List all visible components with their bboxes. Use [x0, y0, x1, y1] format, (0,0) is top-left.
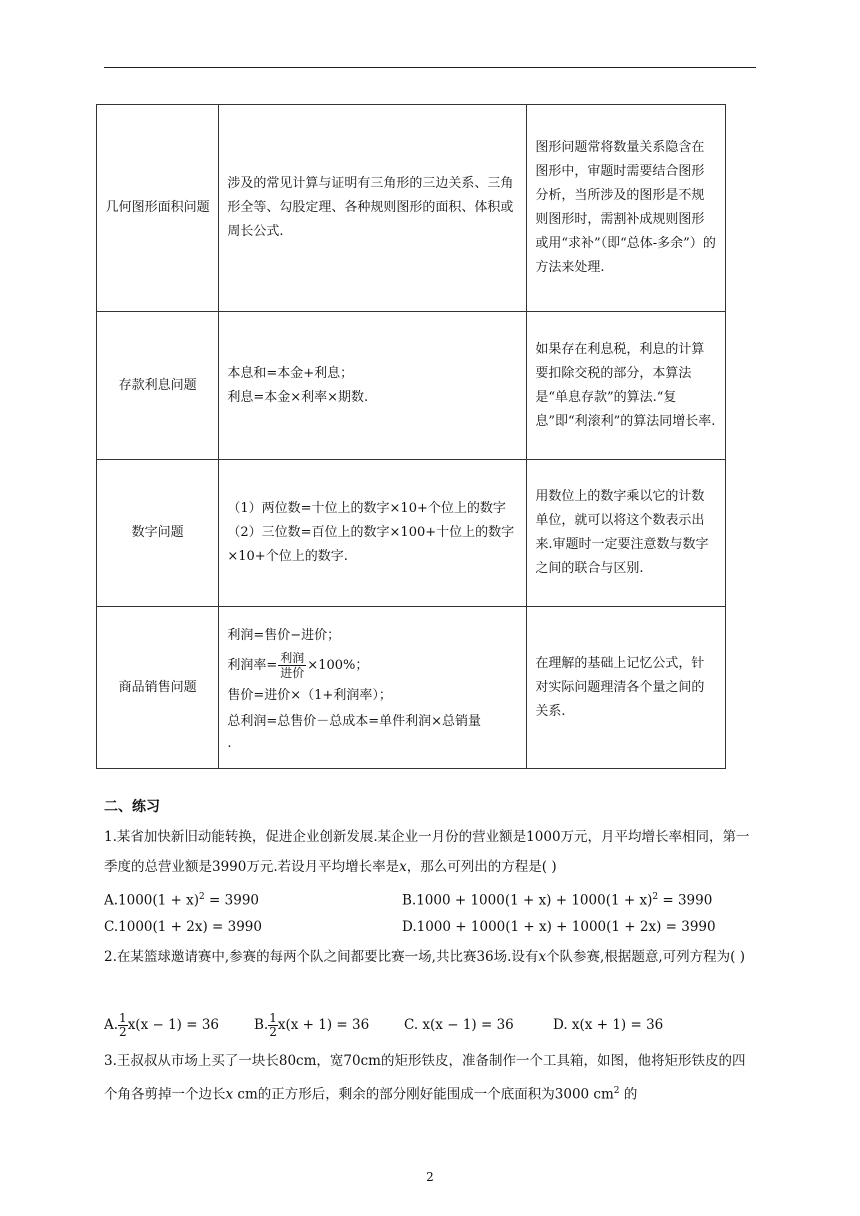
table-row	[97, 460, 726, 607]
question-text: 1.某省加快新旧动能转换，促进企业创新发展.某企业一月份的营业额是1000万元，月平均增长率相同，第一季度的总营业额是3990万元.若设月平均增长率是	[104, 829, 750, 875]
fraction-numerator: 利润	[280, 650, 305, 665]
question-text: 2.在某篮球邀请赛中,参赛的每两个队之间都要比赛一场,共比赛36场.设有	[104, 949, 539, 965]
formula-cell	[219, 312, 527, 460]
fraction-denominator: 2	[119, 1025, 127, 1039]
formula-line: 本息和=本金+利息；	[227, 365, 354, 381]
knowledge-table	[96, 104, 726, 769]
table-row	[97, 607, 726, 769]
topic-cell: 几何图形面积问题	[97, 105, 219, 312]
note-cell: 如果存在利息税，利息的计算要扣除交税的部分，本算法是“单息存款”的算法.“复息”即“利滚利”的算法同增长率.	[527, 312, 726, 460]
topic-cell: 商品销售问题	[97, 607, 219, 769]
formula-line: （1）两位数=十位上的数字×10+个位上的数字	[227, 501, 506, 516]
option-a[interactable]	[104, 882, 259, 916]
formula-line: （2）三位数=百位上的数字×100+十位上的数字×10+个位上的数字.	[227, 525, 515, 564]
page-number: 2	[426, 1170, 434, 1184]
fraction-denominator: 2	[269, 1025, 277, 1039]
topic-cell: 数字问题	[97, 460, 219, 607]
formula-cell: 涉及的常见计算与证明有三角形的三边关系、三角形全等、勾股定理、各种规则图形的面积、体积或周长公式.	[219, 105, 527, 312]
rate-prefix: 利润率=	[227, 657, 278, 673]
formula-cell	[219, 460, 527, 607]
option-b[interactable]	[402, 882, 712, 916]
rate-suffix: ×100%；	[307, 657, 369, 673]
formula-line: 利息=本金×利率×期数.	[227, 389, 369, 405]
table-row	[97, 312, 726, 460]
option-b[interactable]	[254, 1010, 369, 1040]
variable: x	[225, 1086, 234, 1103]
question-tail: ，那么可列出的方程是( )	[406, 859, 557, 875]
option-text: x(x + 1) = 36	[277, 1017, 370, 1033]
half-fraction	[268, 1012, 278, 1039]
half-fraction	[118, 1012, 128, 1039]
section-title: 二、练习	[104, 799, 160, 815]
option-a[interactable]	[104, 1010, 219, 1040]
option-text: x(x − 1) = 36	[127, 1017, 220, 1033]
option-text-end: = 3990	[204, 892, 260, 909]
formula-cell	[219, 607, 527, 769]
question-3	[104, 1046, 756, 1110]
total-profit-formula: 总利润=总售价－总成本=单件利润×总销量	[227, 713, 482, 729]
exponent: 2	[613, 1086, 620, 1096]
option-text: A.1000(1 + x)	[104, 892, 200, 909]
question-end: 的	[619, 1086, 638, 1103]
option-text-end: = 3990	[658, 892, 713, 909]
note-cell: 图形问题常将数量关系隐含在图形中，审题时需要结合图形分析，当所涉及的图形是不规则图形时，需割补成规则图形或用“求补”（即“总体-多余”）的方法来处理.	[527, 105, 726, 312]
question-text: 3.王叔叔从市场上买了一块长80cm，宽70cm的矩形铁皮，准备制作一个工具箱，如图，他将矩形铁皮的四个角各剪掉一个边长	[104, 1053, 746, 1103]
note-cell: 用数位上的数字乘以它的计数单位，就可以将这个数表示出来.审题时一定要注意数与数字之间的联合与区别.	[527, 460, 726, 607]
question-2	[104, 942, 756, 972]
rate-fraction	[278, 651, 306, 680]
question-mid: cm的正方形后，剩余的部分刚好能围成一个底面积为3000	[233, 1086, 590, 1103]
topic-cell: 存款利息问题	[97, 312, 219, 460]
formula-line	[227, 651, 518, 681]
variable: x	[399, 859, 407, 875]
option-text: B.1000 + 1000(1 + x) + 1000(1 + x)	[402, 892, 653, 909]
option-c[interactable]: C.1000(1 + 2x) = 3990	[104, 919, 262, 935]
fraction-numerator: 1	[269, 1011, 277, 1025]
note-cell: 在理解的基础上记忆公式，针对实际问题理清各个量之间的关系.	[527, 607, 726, 769]
exponent: 2	[652, 892, 659, 902]
formula-line: 售价=进价×（1+利润率）；	[227, 687, 392, 703]
option-d[interactable]: D.1000 + 1000(1 + x) + 1000(1 + 2x) = 3990	[402, 919, 716, 935]
fraction-numerator: 1	[119, 1011, 127, 1025]
exponent: 2	[199, 892, 205, 902]
question-1	[104, 822, 756, 882]
table-row	[97, 105, 726, 312]
option-label: A.	[104, 1017, 119, 1033]
unit: cm	[589, 1086, 614, 1103]
option-d[interactable]: D. x(x + 1) = 36	[553, 1017, 664, 1033]
formula-line: 利润=售价−进价；	[227, 627, 341, 643]
variable: x	[538, 949, 547, 965]
formula-line	[227, 711, 518, 755]
question-tail: 个队参赛,根据题意,可列方程为( )	[546, 949, 745, 965]
option-c[interactable]: C. x(x − 1) = 36	[404, 1017, 514, 1033]
header-rule	[104, 67, 756, 68]
formula-end: .	[227, 735, 232, 751]
option-label: B.	[254, 1017, 269, 1033]
fraction-denominator: 进价	[280, 665, 305, 680]
